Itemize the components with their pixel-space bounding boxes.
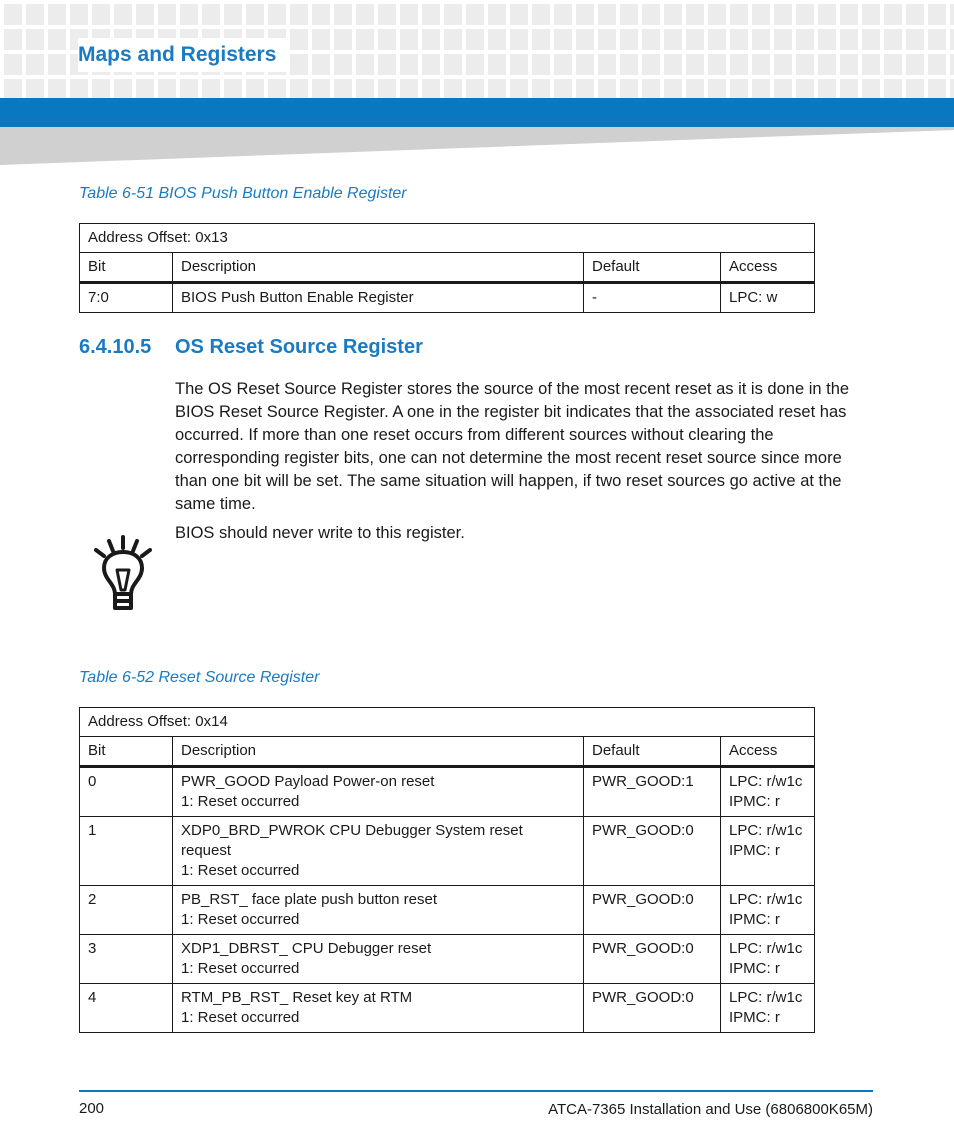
table-row	[80, 817, 815, 886]
reset-source-table	[79, 707, 815, 1033]
default-cell: PWR_GOOD:0	[584, 935, 721, 984]
default-cell: -	[584, 283, 721, 313]
access-ipmc: IPMC: r	[729, 960, 780, 977]
table-row	[80, 984, 815, 1033]
access-lpc: LPC: r/w1c	[729, 940, 803, 957]
table-header-row	[80, 737, 815, 767]
default-cell: PWR_GOOD:0	[584, 984, 721, 1033]
page-number: 200	[79, 1100, 105, 1117]
description-line: PWR_GOOD Payload Power-on reset	[181, 773, 435, 790]
column-header-bit: Bit	[80, 253, 173, 283]
bit-cell: 2	[80, 886, 173, 935]
bit-cell: 3	[80, 935, 173, 984]
column-header-bit: Bit	[80, 737, 173, 767]
bios-push-button-table	[79, 223, 815, 313]
access-ipmc: IPMC: r	[729, 1009, 780, 1026]
footer-rule	[79, 1090, 873, 1092]
table-address-row	[80, 708, 815, 737]
description-cell	[173, 817, 584, 886]
description-line: RTM_PB_RST_ Reset key at RTM	[181, 989, 413, 1006]
bit-cell: 4	[80, 984, 173, 1033]
description-cell	[173, 767, 584, 817]
access-lpc: LPC: r/w1c	[729, 773, 803, 790]
default-cell: PWR_GOOD:0	[584, 817, 721, 886]
address-offset: Address Offset: 0x14	[80, 708, 815, 737]
access-cell	[721, 886, 815, 935]
table-row	[80, 283, 815, 313]
access-lpc: LPC: r/w1c	[729, 891, 803, 908]
access-lpc: LPC: r/w1c	[729, 822, 803, 839]
note-text: BIOS should never write to this register.	[175, 524, 465, 542]
chapter-title: Maps and Registers	[78, 38, 286, 72]
description-detail: 1: Reset occurred	[181, 1009, 300, 1026]
access-ipmc: IPMC: r	[729, 793, 780, 810]
description-cell	[173, 886, 584, 935]
lightbulb-icon	[91, 534, 155, 616]
table1-caption: Table 6-51 BIOS Push Button Enable Register	[79, 185, 407, 202]
access-ipmc: IPMC: r	[729, 911, 780, 928]
description-detail: 1: Reset occurred	[181, 911, 300, 928]
default-cell: PWR_GOOD:1	[584, 767, 721, 817]
access-cell: LPC: w	[721, 283, 815, 313]
description-detail: 1: Reset occurred	[181, 862, 300, 879]
access-lpc: LPC: r/w1c	[729, 989, 803, 1006]
table-row	[80, 886, 815, 935]
default-cell: PWR_GOOD:0	[584, 886, 721, 935]
access-cell	[721, 767, 815, 817]
header-blue-bar	[0, 98, 954, 127]
description-cell	[173, 984, 584, 1033]
column-header-description: Description	[173, 253, 584, 283]
section-title: OS Reset Source Register	[175, 336, 423, 358]
document-title: ATCA-7365 Installation and Use (6806800K65M)	[548, 1101, 873, 1118]
access-ipmc: IPMC: r	[729, 842, 780, 859]
body-paragraph: The OS Reset Source Register stores the source of the most recent reset as it is done in the BIOS Reset Source Register. A one in the register bit indicates that the associated reset has occurred. If more than one reset occurs from different sources without clearing the corresponding register bits, one can not determine the most recent reset source since more than one bit will be set. The same situation will happen, if two reset sources go active at the same time.	[175, 380, 850, 513]
address-offset: Address Offset: 0x13	[80, 224, 815, 253]
column-header-description: Description	[173, 737, 584, 767]
table2-caption: Table 6-52 Reset Source Register	[79, 669, 320, 686]
bit-cell: 0	[80, 767, 173, 817]
table-row	[80, 767, 815, 817]
description-line: PB_RST_ face plate push button reset	[181, 891, 437, 908]
column-header-default: Default	[584, 253, 721, 283]
section-number: 6.4.10.5	[79, 336, 152, 358]
description-detail: 1: Reset occurred	[181, 960, 300, 977]
description-cell: BIOS Push Button Enable Register	[173, 283, 584, 313]
bit-cell: 7:0	[80, 283, 173, 313]
access-cell	[721, 935, 815, 984]
header-gray-wedge	[0, 127, 954, 165]
access-cell	[721, 984, 815, 1033]
description-line: XDP0_BRD_PWROK CPU Debugger System reset request	[181, 822, 523, 859]
table-header-row	[80, 253, 815, 283]
table-row	[80, 935, 815, 984]
access-cell	[721, 817, 815, 886]
column-header-access: Access	[721, 253, 815, 283]
description-detail: 1: Reset occurred	[181, 793, 300, 810]
table-address-row	[80, 224, 815, 253]
column-header-default: Default	[584, 737, 721, 767]
description-line: XDP1_DBRST_ CPU Debugger reset	[181, 940, 432, 957]
column-header-access: Access	[721, 737, 815, 767]
section-heading	[79, 336, 423, 359]
bit-cell: 1	[80, 817, 173, 886]
description-cell	[173, 935, 584, 984]
